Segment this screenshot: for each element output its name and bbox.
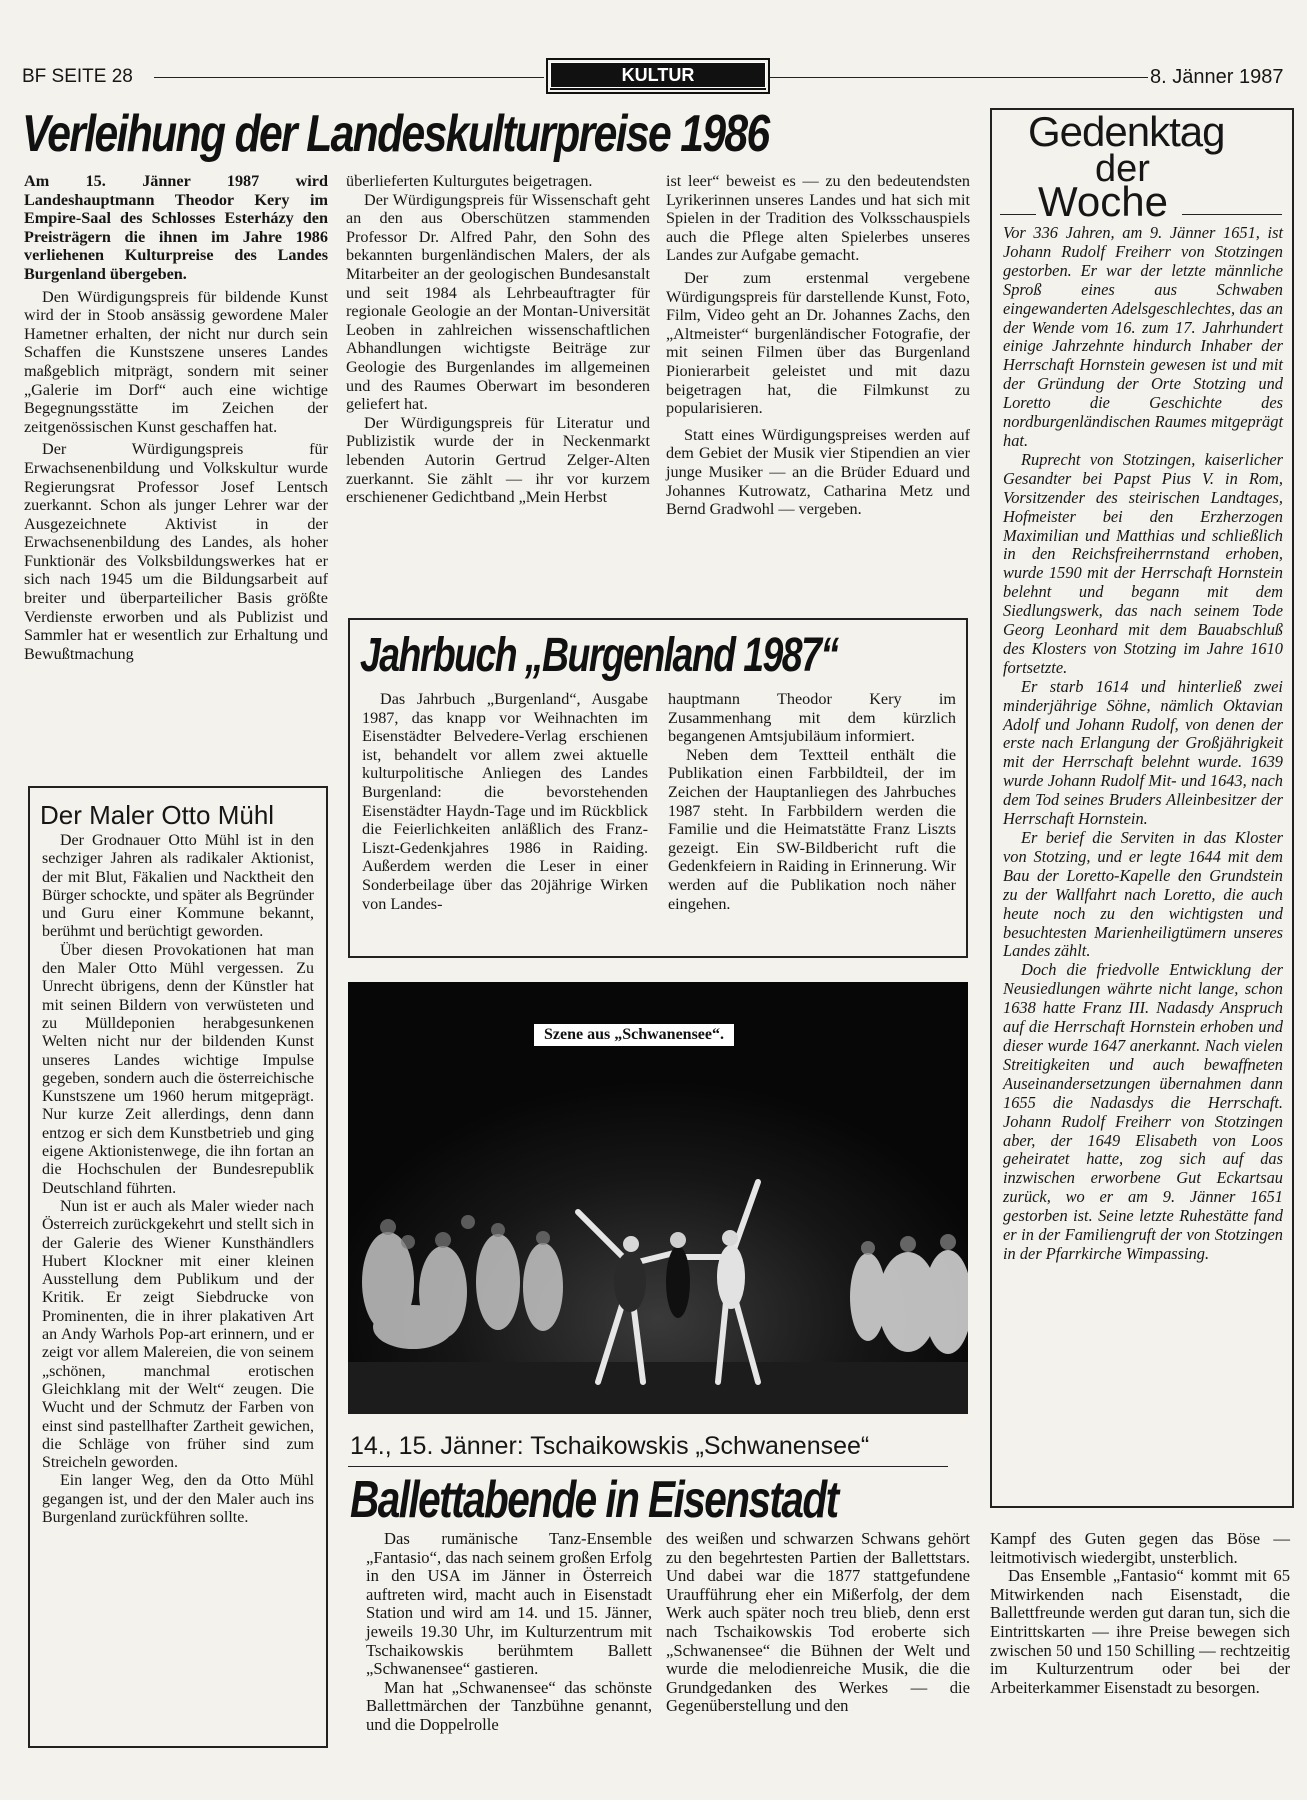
gedenktag-paragraph-1: Vor 336 Jahren, am 9. Jänner 1651, ist Johann Rudolf Freiherr von Stotzingen gestorben. Er war der letzte männliche Sproß eines aus Schwaben eingewanderten Adelsgeschlechtes, das an der Wende vom 16. zum 17. Jahrhundert einige Jahrzehnte hindurch Inhaber der Herrschaft Hornstein gewesen ist und mit der Gründung der Orte Stotzing und Loretto die Geschichte des nordburgenländischen Raumes mitgeprägt hat. xyxy=(1003,223,1283,450)
ballett-paragraph-4: Kampf des Guten gegen das Böse — leitmotivisch wiedergibt, unsterblich. xyxy=(990,1529,1290,1567)
paragraph-bildende-kunst: Den Würdigungspreis für bildende Kunst wird der in Stoob ansässig gewordene Maler Hametner erhalten, der nicht nur durch sein Schaffen die Kunstszene unseres Landes maßgeblich mitprägt, sondern mit seiner „Galerie im Dorf“ auch eine wichtige Begegnungsstätte im Zeichen der zeitgenössischen Kunst geschaffen hat. xyxy=(24,287,328,436)
header-rule-left xyxy=(154,77,544,78)
issue-date: 8. Jänner 1987 xyxy=(1150,66,1284,88)
article-column-3 xyxy=(666,172,970,519)
ballett-paragraph-1: Das rumänische Tanz-Ensemble „Fantasio“, das nach seinem großen Erfolg in den USA im Jänner in Österreich auftreten wird, macht auch in Eisenstadt Station und wird am 14. und 15. Jänner, jeweils 19.30 Uhr, im Kulturzentrum mit Tschaikowskis berühmtem Ballett „Schwanensee“ gastieren. xyxy=(366,1529,652,1679)
jahrbuch-column-2 xyxy=(668,690,956,913)
gedenktag-title-line3: Woche xyxy=(1038,178,1168,225)
muehl-paragraph-2: Über diesen Provokationen hat man den Maler Otto Mühl vergessen. Zu Unrecht übrigens, denn der Künstler hat mit seinen Bildern von verwüsteten und zu Mülldeponien herabgesunkenen Welten nicht nur der bildenden Kunst unseres Landes wichtige Impulse gegeben, sondern auch die österreichische Kunstszene um 1960 herum mitgeprägt. Nur kurze Zeit allerdings, denn dann entzog er sich dem Kunstbetrieb und ging eigene Aktionistenwege, die ihn fortan an die Hochschulen der Bundesrepublik Deutschland führten. xyxy=(42,941,314,1197)
page-number-label: BF SEITE 28 xyxy=(22,66,133,87)
paragraph-wissenschaft: Der Würdigungspreis für Wissenschaft geht an den aus Oberschützen stammenden Professor Dr. Alfred Pahr, den Sohn des bekannten burgenländischen Malers, der als Mitarbeiter an der geologischen Bundesanstalt und seit 1984 als Lehrbeauftragter für regionale Geologie an der Montan-Universität Leoben in zahlreichen wissenschaftlichen Abhandlungen wichtigste Beiträge zur Geologie des Burgenlandes im allgemeinen und des Raumes Oberwart im besonderen geliefert hat. xyxy=(346,190,650,414)
article-column-1 xyxy=(24,172,328,663)
paragraph-lyrik: ist leer“ beweist es — zu den bedeutendsten Lyrikerinnen unseres Landes und hat sich mit Spielen in der Tradition des Volksschauspiels auch die Pflege alten Spielerbes unseres Landes zur Aufgabe gemacht. xyxy=(666,172,970,265)
muehl-title: Der Maler Otto Mühl xyxy=(40,800,275,830)
ballett-column-3 xyxy=(990,1530,1290,1697)
subline-rule xyxy=(348,1466,948,1467)
section-label: KULTUR xyxy=(546,58,770,94)
ballett-column-2 xyxy=(666,1530,970,1716)
ballett-paragraph-5: Das Ensemble „Fantasio“ kommt mit 65 Mitwirkenden nach Eisenstadt, die Ballettfreunde werden gut daran tun, sich die Eintrittskarten — ihre Preise bewegen sich zwischen 50 und 150 Schilling — rechtzeitig im Kulturzentrum oder bei der Arbeiterkammer Eisenstadt zu besorgen. xyxy=(990,1566,1290,1697)
headline-jahrbuch: Jahrbuch „Burgenland 1987“ xyxy=(360,629,838,682)
ballet-photo xyxy=(348,982,968,1414)
muehl-text xyxy=(42,832,314,1527)
muehl-paragraph-1: Der Grodnauer Otto Mühl ist in den sechziger Jahren als radikaler Aktionist, der mit Blut, Fäkalien und Nacktheit den Bürger schockte, und später als Begründer und Guru einer Kommune bekannt, berühmt und berüchtigt geworden. xyxy=(42,832,314,941)
ballett-subline: 14., 15. Jänner: Tschaikowskis „Schwanensee“ xyxy=(350,1432,870,1460)
muehl-paragraph-4: Ein langer Weg, den da Otto Mühl gegangen ist, und der den Maler auch ins Burgenland zurückführen sollte. xyxy=(42,1472,314,1526)
paragraph-continuation: überlieferten Kulturgutes beigetragen. xyxy=(346,172,593,190)
ballett-paragraph-2: Man hat „Schwanensee“ das schönste Ballettmärchen der Tanzbühne genannt, und die Doppelrolle xyxy=(366,1677,652,1734)
paragraph-erwachsenenbildung: Der Würdigungspreis für Erwachsenenbildung und Volkskultur wurde Regierungsrat Professor Josef Lentsch zuerkannt. Schon als junger Lehrer war der Ausgezeichnete Aktivist in der Erwachsenenbildung des Landes, als hoher Funktionär des Volksbildungswerkes hat er sich nach 1945 um die Bildungsarbeit auf breiter und überparteilicher Basis größte Verdienste erworben und als Publizist und Sammler hat er wesentlich zur Erhaltung und Bewußtmachung xyxy=(24,440,328,663)
gedenktag-paragraph-4: Er berief die Serviten in das Kloster von Stotzing, und er legte 1644 mit dem Bau der Loretto-Kapelle den Grundstein zu der Wallfahrt nach Loretto, die auch heute noch zu den wichtigsten und besuchtesten Marienheiligtümern unseres Landes zählt. xyxy=(1003,828,1283,961)
article-column-2 xyxy=(346,172,650,507)
jahrbuch-paragraph-1: Das Jahrbuch „Burgenland“, Ausgabe 1987, das knapp vor Weihnachten im Eisenstädter Belvedere-Verlag erschienen ist, behandelt vor allem zwei aktuelle kulturpolitische Anliegen des Landes Burgenland: die bevorstehenden Eisenstädter Haydn-Tage und im Rückblick die Feierlichkeiten anläßlich des Franz-Liszt-Gedenkjahres 1986 in Raiding. Außerdem werden die Leser in einer Sonderbeilage über das 20jährige Wirken von Landes- xyxy=(362,690,648,913)
ballett-column-1 xyxy=(366,1530,652,1735)
paragraph-literatur: Der Würdigungspreis für Literatur und Publizistik wurde der in Neckenmarkt lebenden Autorin Gertrud Zelger-Alten zuerkannt. Sie zählt — ihr vor kurzem erschienener Gedichtband „Mein Herbst xyxy=(346,413,650,507)
paragraph-darstellende-kunst: Der zum erstenmal vergebene Würdigungspreis für darstellende Kunst, Foto, Film, Video geht an Dr. Johannes Zachs, den „Altmeister“ burgenländischer Fotografie, der mit seinen Filmen über das Burgenland Pionierarbeit geleistet und mit dazu beigetragen hat, die Filmkunst zu popularisieren. xyxy=(666,268,970,418)
title-rule-left xyxy=(1000,214,1036,215)
title-rule-right xyxy=(1182,214,1282,215)
gedenktag-title-line1: Gedenktag xyxy=(1028,108,1225,155)
paragraph-musik: Statt eines Würdigungspreises werden auf dem Gebiet der Musik vier Stipendien an vier junge Musiker — an die Brüder Eduard und Johannes Kutrowatz, Catharina Metz und Bernd Gradwohl — vergeben. xyxy=(666,425,970,519)
jahrbuch-column-1 xyxy=(362,690,648,913)
gedenktag-title-line2: der xyxy=(1095,148,1150,190)
headline-landeskulturpreise: Verleihung der Landeskulturpreise 1986 xyxy=(22,105,769,163)
article-lead: Am 15. Jänner 1987 wird Landeshauptmann Theodor Kery im Empire-Saal des Schlosses Esterházy den Preisträgern die ihnen im Jahre 1986 verliehenen Kulturpreise des Landes Burgenland übergeben. xyxy=(24,172,328,283)
headline-ballettabende: Ballettabende in Eisenstadt xyxy=(350,1471,838,1529)
jahrbuch-paragraph-2: hauptmann Theodor Kery im Zusammenhang mit dem kürzlich begangenen Amtsjubiläum informiert. xyxy=(668,690,956,746)
gedenktag-paragraph-3: Er starb 1614 und hinterließ zwei minderjährige Söhne, nämlich Oktavian Adolf und Johann Rudolf, von denen der erste nach Erlangung der Großjährigkeit mit der Herrschaft belehnt wurde. 1639 wurde Johann Rudolf Mit- und 1643, nach dem Tod seines Bruders Alleinbesitzer der Herrschaft Hornstein. xyxy=(1003,676,1283,829)
ballet-scene-image xyxy=(348,982,968,1414)
gedenktag-text xyxy=(1003,224,1283,1264)
photo-caption: Szene aus „Schwanensee“. xyxy=(534,1024,734,1046)
gedenktag-title xyxy=(990,108,1294,225)
muehl-paragraph-3: Nun ist er auch als Maler wieder nach Österreich zurückgekehrt und stellt sich in der Galerie des Wiener Kunsthändlers Hubert Klockner mit einer kleinen Ausstellung dem Publikum und der Kritik. Er zeigt Siebdrucke von Prominenten, die in ihrer plakativen Art an Andy Warhols Pop-art erinnern, und er zeigt vor allem Malereien, die von seinem „schönen, manchmal erotischen Gleichklang mit der Welt“ zeugen. Die Wucht und der Schmutz der Farben von einst sind pastellhafter Zartheit gewichen, die Schläge von früher sind zum Streicheln geworden. xyxy=(42,1197,314,1472)
header-rule-right xyxy=(770,77,1148,78)
gedenktag-paragraph-2: Ruprecht von Stotzingen, kaiserlicher Gesandter bei Papst Pius V. in Rom, Vorsitzender des steirischen Landtages, Hofmeister bei den Erzherzogen Maximilian und Matthias und schließlich in den Reichsfreiherrnstand erhoben, wurde 1590 mit der Herrschaft Hornstein belehnt und begann mit dem Siedlungswerk, das nach seinem Tode Georg Leonhard mit dem Bauabschluß des Klosters von Stotzing im Jahre 1610 fortsetzte. xyxy=(1003,449,1283,677)
jahrbuch-paragraph-3: Neben dem Textteil enthält die Publikation einen Farbbildteil, der im Zeichen der Hauptanliegen des Jahrbuches 1987 steht. In Farbbildern werden die Familie und die Heimatstätte Franz Liszts gezeigt. Ein SW-Bildbericht ruft die Gedenkfeiern in Raiding in Erinnerung. Wir werden auf die Publikation noch näher eingehen. xyxy=(668,745,956,913)
ballett-paragraph-3: des weißen und schwarzen Schwans gehört zu den begehrtesten Partien der Ballettstars. Und dabei war die 1877 stattgefundene Uraufführung eher ein Mißerfolg, der dem Werk auch später noch treu blieb, denn erst nach Tschaikowskis Tod eroberte sich „Schwanensee“ die Bühnen der Welt und wurde die melodienreiche Musik, die die Grundgedanken des Werkes — die Gegenüberstellung und den xyxy=(666,1529,970,1716)
gedenktag-paragraph-5: Doch die friedvolle Entwicklung der Neusiedlungen währte nicht lange, schon 1638 hatte Franz III. Nadasdy Anspruch auf die Herrschaft Hornstein erhoben und dieser wurde 1647 anerkannt. Nach vielen Streitigkeiten und auch bewaffneten Auseinandersetzungen übernahmen dann 1655 die Nadasdys die Herrschaft. Johann Rudolf Freiherr von Stotzingen aber, der 1649 Elisabeth von Loos geheiratet hatte, zog sich auf das inzwischen erworbene Gut Eckartsau zurück, wo er am 9. Jänner 1651 gestorben ist. Seine letzte Ruhestätte fand er in der Familiengruft der von Stotzingen in der Pfarrkirche Wimpassing. xyxy=(1003,960,1283,1263)
